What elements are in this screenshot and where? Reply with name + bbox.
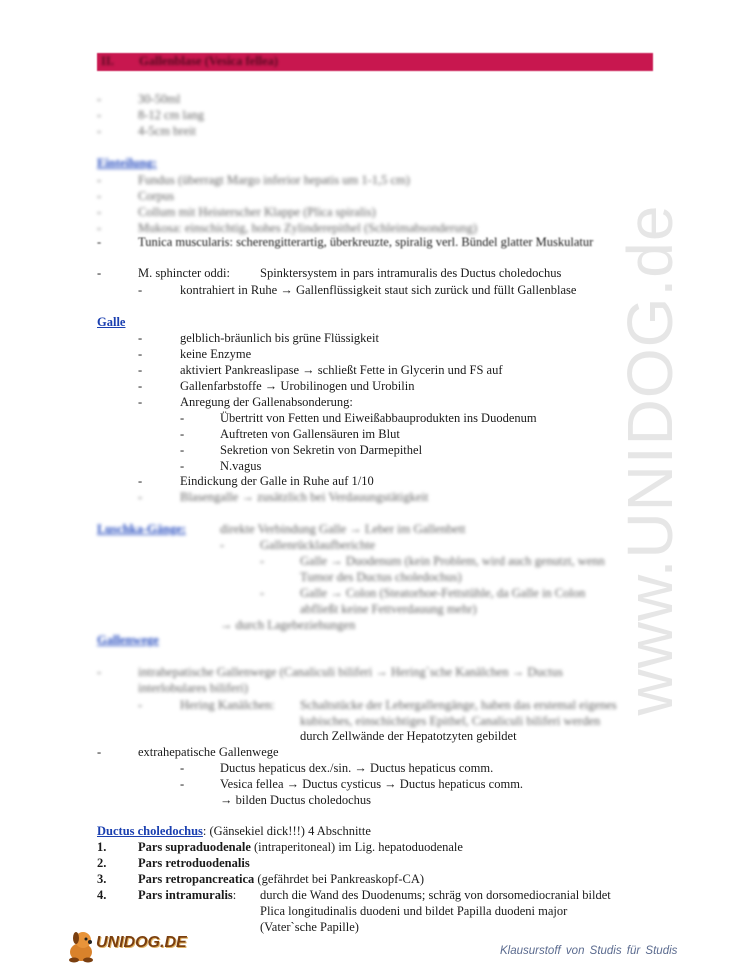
galle-item: keine Enzyme bbox=[180, 347, 252, 361]
list-dash: - bbox=[97, 235, 102, 249]
dimension-width: 4-5cm breit bbox=[138, 124, 196, 138]
luschka-sub-item: Galle → Duodenum (kein Problem, wird auch genutzt, wenn bbox=[300, 554, 605, 568]
section-title: Gallenblase (Vesica fellea) bbox=[139, 54, 279, 68]
galle-after: Eindickung der Galle in Ruhe auf 1/10 bbox=[180, 474, 374, 488]
galle-after-blur: Blasengalle → zusätzlich bei Verdauungstätigkeit bbox=[180, 490, 429, 504]
part-name: Pars intramuralis bbox=[138, 888, 233, 902]
einteilung-item: Tunica muscularis: scherengitterartig, überkreuzte, spiralig verl. Bündel glatter Muskulatur bbox=[138, 235, 594, 249]
logo-text: UNIDOG.DE bbox=[96, 934, 187, 951]
list-dash: - bbox=[97, 266, 102, 280]
part-line bbox=[138, 871, 424, 887]
intramural-line-1: durch die Wand des Duodenums; schräg von dorsomediocranial bildet bbox=[260, 888, 611, 902]
list-dash: - bbox=[97, 124, 102, 138]
list-dash: - bbox=[138, 395, 143, 409]
list-dash: - bbox=[97, 108, 102, 122]
hering-line-3: durch Zellwände der Hepatotzyten gebildet bbox=[300, 729, 517, 743]
list-dash: - bbox=[138, 347, 143, 361]
galle-item: Gallenfarbstoffe → Urobilinogen und Urobilin bbox=[180, 379, 415, 393]
sphincter-sub: kontrahiert in Ruhe → Gallenflüssigkeit staut sich zurück und füllt Gallenblase bbox=[180, 283, 577, 297]
galle-heading: Galle bbox=[97, 315, 126, 329]
luschka-sub: Gallenrücklaufberichte bbox=[260, 538, 376, 552]
galle-sub-item: Übertritt von Fetten und Eiweißabbauprodukten ins Duodenum bbox=[220, 411, 537, 425]
einteilung-heading: Einteilung: bbox=[97, 156, 157, 170]
einteilung-item: Fundus (überragt Margo inferior hepatis um 1-1,5 cm) bbox=[138, 173, 410, 187]
section-header-bar bbox=[97, 53, 653, 71]
gallenwege-intra-line-2: interlobulares biliferi) bbox=[138, 681, 249, 695]
choledochus-heading: Ductus choledochus bbox=[97, 824, 203, 838]
list-dash: - bbox=[97, 665, 102, 679]
dimension-length: 8-12 cm lang bbox=[138, 108, 204, 122]
part-number: 3. bbox=[97, 872, 107, 886]
list-dash: - bbox=[138, 363, 143, 377]
intramural-line-3: (Vater`sche Papille) bbox=[260, 920, 359, 934]
list-dash: - bbox=[260, 554, 265, 568]
galle-sub-item: N.vagus bbox=[220, 459, 262, 473]
section-number: II. bbox=[101, 54, 114, 68]
gallenwege-extra-item: Ductus hepaticus dex./sin. → Ductus hepaticus comm. bbox=[220, 761, 494, 775]
hering-line-2: kubisches, einschichtiges Epithel, Canaliculi biliferi werden bbox=[300, 714, 601, 728]
choledochus-heading-line bbox=[97, 823, 371, 839]
luschka-text: direkte Verbindung Galle → Leber im Gallenbett bbox=[220, 522, 466, 536]
list-dash: - bbox=[138, 283, 143, 297]
gallenwege-extra-after: → bilden Ductus choledochus bbox=[220, 793, 372, 807]
list-dash: - bbox=[138, 331, 143, 345]
list-dash: - bbox=[180, 777, 185, 791]
galle-sub-item: Auftreten von Gallensäuren im Blut bbox=[220, 427, 400, 441]
luschka-sub-item: Galle → Colon (Steatorhoe-Fettstühle, da Galle in Colon bbox=[300, 586, 586, 600]
list-dash: - bbox=[97, 92, 102, 106]
einteilung-item: Collum mit Heisterscher Klappe (Plica spiralis) bbox=[138, 205, 376, 219]
part-name: Pars supraduodenale bbox=[138, 840, 251, 854]
choledochus-heading-rest: : (Gänsekiel dick!!!) 4 Abschnitte bbox=[202, 824, 371, 838]
galle-item: gelblich-bräunlich bis grüne Flüssigkeit bbox=[180, 331, 379, 345]
luschka-sub-item: abfließt keine Fettverdauung mehr) bbox=[300, 602, 477, 616]
luschka-after: → durch Lagebeziehungen bbox=[220, 618, 356, 632]
dog-mascot-icon bbox=[66, 928, 98, 964]
galle-sub-item: Sekretion von Sekretin von Darmepithel bbox=[220, 443, 423, 457]
dimension-volume: 30-50ml bbox=[138, 92, 181, 106]
part-number: 4. bbox=[97, 888, 107, 902]
intramural-line-2: Plica longitudinalis duodeni und bildet Papilla duodeni major bbox=[260, 904, 568, 918]
list-dash: - bbox=[138, 379, 143, 393]
list-dash: - bbox=[138, 698, 143, 712]
sphincter-label: M. sphincter oddi: bbox=[138, 266, 231, 280]
part-line bbox=[138, 839, 463, 855]
part-number: 2. bbox=[97, 856, 107, 870]
list-dash: - bbox=[97, 173, 102, 187]
gallenwege-extra: extrahepatische Gallenwege bbox=[138, 745, 279, 759]
galle-item: Anregung der Gallenabsonderung: bbox=[180, 395, 353, 409]
part-rest: : bbox=[232, 888, 237, 902]
part-name: Pars retroduodenalis bbox=[138, 856, 250, 870]
part-rest: (intraperitoneal) im Lig. hepatoduodenale bbox=[250, 840, 463, 854]
einteilung-item: Mukosa: einschichtig, hohes Zylinderepithel (Schleimabsonderung) bbox=[138, 221, 478, 235]
footer-text: Klausurstoff von Studis für Studis bbox=[500, 945, 678, 957]
part-line bbox=[138, 855, 250, 871]
list-dash: - bbox=[220, 538, 225, 552]
sphincter-text: Spinktersystem in pars intramuralis des Ductus choledochus bbox=[260, 266, 562, 280]
part-rest: (gefährdet bei Pankreaskopf-CA) bbox=[254, 872, 425, 886]
list-dash: - bbox=[180, 459, 185, 473]
list-dash: - bbox=[138, 490, 143, 504]
luschka-heading: Luschka-Gänge: bbox=[97, 522, 186, 536]
part-name: Pars retropancreatica bbox=[138, 872, 255, 886]
list-dash: - bbox=[180, 427, 185, 441]
luschka-sub-item: Tumor des Ductus choledochus) bbox=[300, 570, 462, 584]
list-dash: - bbox=[97, 205, 102, 219]
unidog-logo bbox=[66, 928, 186, 964]
galle-item: aktiviert Pankreaslipase → schließt Fette in Glycerin und FS auf bbox=[180, 363, 503, 377]
list-dash: - bbox=[97, 221, 102, 235]
watermark: www.UNIDOG.de bbox=[614, 204, 686, 716]
part-number: 1. bbox=[97, 840, 107, 854]
list-dash: - bbox=[97, 745, 102, 759]
gallenwege-intra-line-1: intrahepatische Gallenwege (Canaliculi biliferi → Hering`sche Kanälchen → Ductus bbox=[138, 665, 563, 679]
part-line bbox=[138, 887, 236, 903]
hering-label: Hering Kanälchen: bbox=[180, 698, 275, 712]
gallenwege-heading: Gallenwege bbox=[97, 633, 159, 647]
einteilung-item: Corpus bbox=[138, 189, 175, 203]
list-dash: - bbox=[138, 474, 143, 488]
list-dash: - bbox=[180, 411, 185, 425]
list-dash: - bbox=[260, 586, 265, 600]
list-dash: - bbox=[97, 189, 102, 203]
hering-line-1: Schaltstücke der Lebergallengänge, haben das erstemal eigenes bbox=[300, 698, 617, 712]
list-dash: - bbox=[180, 443, 185, 457]
list-dash: - bbox=[180, 761, 185, 775]
gallenwege-extra-item: Vesica fellea → Ductus cysticus → Ductus hepaticus comm. bbox=[220, 777, 524, 791]
